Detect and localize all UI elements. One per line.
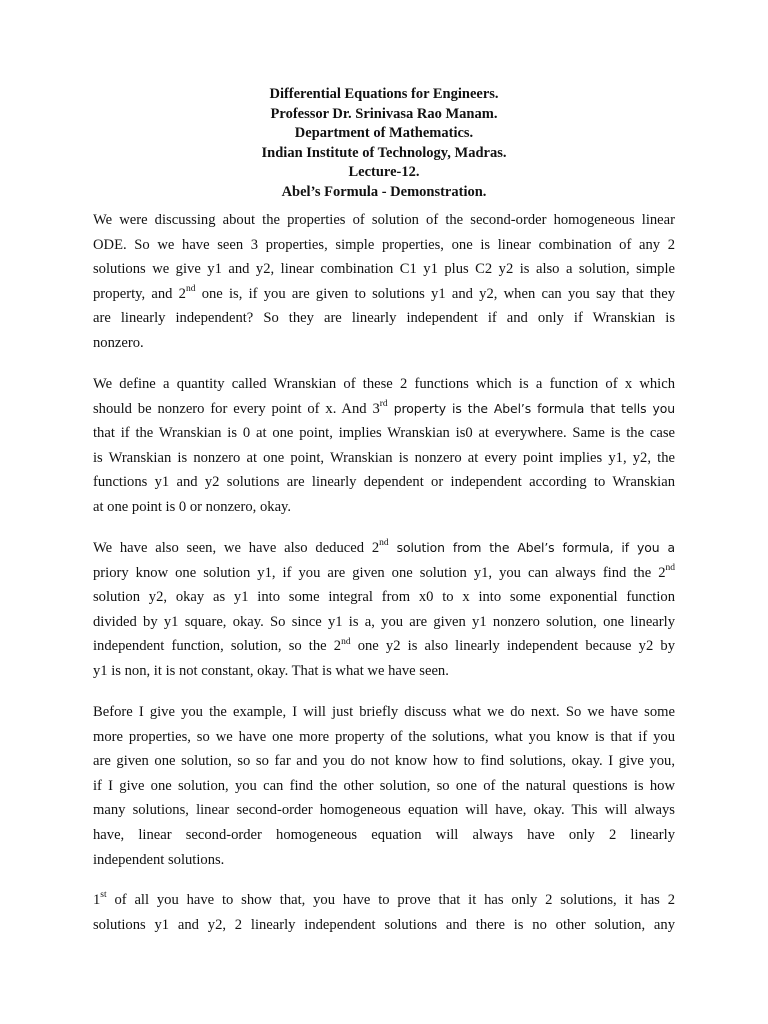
text-fragment: 1 <box>93 892 101 908</box>
text-line: solutions y1 and y2, 2 linearly independent solutions and there is no other solution, any <box>93 916 675 933</box>
text-fragment: solution from the Abel’s formula, if you a <box>388 540 675 555</box>
text-line: We define a quantity called Wranskian of these 2 functions which is a function of x which <box>93 376 675 392</box>
text-line: solutions we give y1 and y2, linear combination C1 y1 plus C2 y2 is also a solution, simple <box>93 261 675 278</box>
text-fragment: We have also seen, we have also deduced 2 <box>93 540 380 556</box>
department-name: Department of Mathematics. <box>294 125 474 142</box>
ordinal-suffix: st <box>100 890 107 901</box>
paragraph-5 <box>93 888 675 937</box>
text-line: are linearly independent? So they are linearly independent if and only if Wranskian is <box>93 310 675 327</box>
paragraph-4 <box>93 700 675 872</box>
text-line: solution y2, okay as y1 into some integral from x0 to x into some exponential function <box>93 589 675 606</box>
text-line <box>93 282 675 307</box>
text-line: many solutions, linear second-order homogeneous equation will have, okay. This will always <box>93 802 675 819</box>
text-line: ODE. So we have seen 3 properties, simple properties, one is linear combination of any 2 <box>93 236 675 253</box>
ordinal-suffix: nd <box>665 562 675 573</box>
text-line: We were discussing about the properties of solution of the second-order homogeneous linear <box>93 212 675 228</box>
text-line: have, linear second-order homogeneous equation will always have only 2 linearly <box>93 826 675 843</box>
text-line <box>93 536 675 561</box>
ordinal-suffix: nd <box>379 538 389 549</box>
text-fragment: priory know one solution y1, if you are given one solution y1, you can always find the 2 <box>93 564 666 581</box>
text-line: that if the Wranskian is 0 at one point, implies Wranskian is0 at everywhere. Same is the case <box>93 425 675 442</box>
text-line: functions y1 and y2 solutions are linearly dependent or independent according to Wranskian <box>93 474 675 491</box>
ordinal-suffix: rd <box>379 398 388 409</box>
text-fragment: property, and 2 <box>93 285 186 302</box>
course-title: Differential Equations for Engineers. <box>269 86 499 102</box>
text-fragment: one y2 is also linearly independent because y2 by <box>350 638 675 655</box>
paragraph-2 <box>93 372 675 520</box>
lecture-topic: Abel’s Formula - Demonstration. <box>281 183 487 200</box>
ordinal-suffix: nd <box>185 283 196 294</box>
text-line <box>93 888 675 913</box>
paragraph-1 <box>93 208 675 356</box>
professor-name: Professor Dr. Srinivasa Rao Manam. <box>270 105 498 122</box>
text-line: more properties, so we have one more property of the solutions, what you know is that if you <box>93 728 675 745</box>
text-line: at one point is 0 or nonzero, okay. <box>93 498 292 515</box>
text-fragment: one is, if you are given to solutions y1 and y2, when can you say that they <box>195 285 675 302</box>
document-header <box>0 85 768 203</box>
text-fragment: property is the Abel’s formula that tells you <box>387 400 676 416</box>
text-fragment: should be nonzero for every point of x. And 3 <box>93 400 380 417</box>
ordinal-suffix: nd <box>341 636 351 647</box>
text-line: is Wranskian is nonzero at one point, Wranskian is nonzero at every point implies y1, y2, the <box>93 449 675 466</box>
text-line: divided by y1 square, okay. So since y1 is a, you are given y1 nonzero solution, one linearly <box>93 613 675 630</box>
text-line: are given one solution, so so far and you do not know how to find solutions, okay. I give you, <box>93 753 675 770</box>
text-line: y1 is non, it is not constant, okay. That is what we have seen. <box>93 662 449 679</box>
text-fragment: of all you have to show that, you have to prove that it has only 2 solutions, it has 2 <box>106 892 675 908</box>
institute-name: Indian Institute of Technology, Madras. <box>261 144 507 161</box>
lecture-number: Lecture-12. <box>348 164 420 181</box>
text-line <box>93 397 675 422</box>
text-line: Before I give you the example, I will just briefly discuss what we do next. So we have some <box>93 704 675 720</box>
text-line: independent solutions. <box>93 851 225 868</box>
text-line: nonzero. <box>93 334 144 351</box>
paragraph-3 <box>93 536 675 684</box>
text-line <box>93 561 675 586</box>
text-fragment: independent function, solution, so the 2 <box>93 638 342 655</box>
text-line <box>93 634 675 659</box>
text-line: if I give one solution, you can find the other solution, so one of the natural questions is how <box>93 777 675 794</box>
